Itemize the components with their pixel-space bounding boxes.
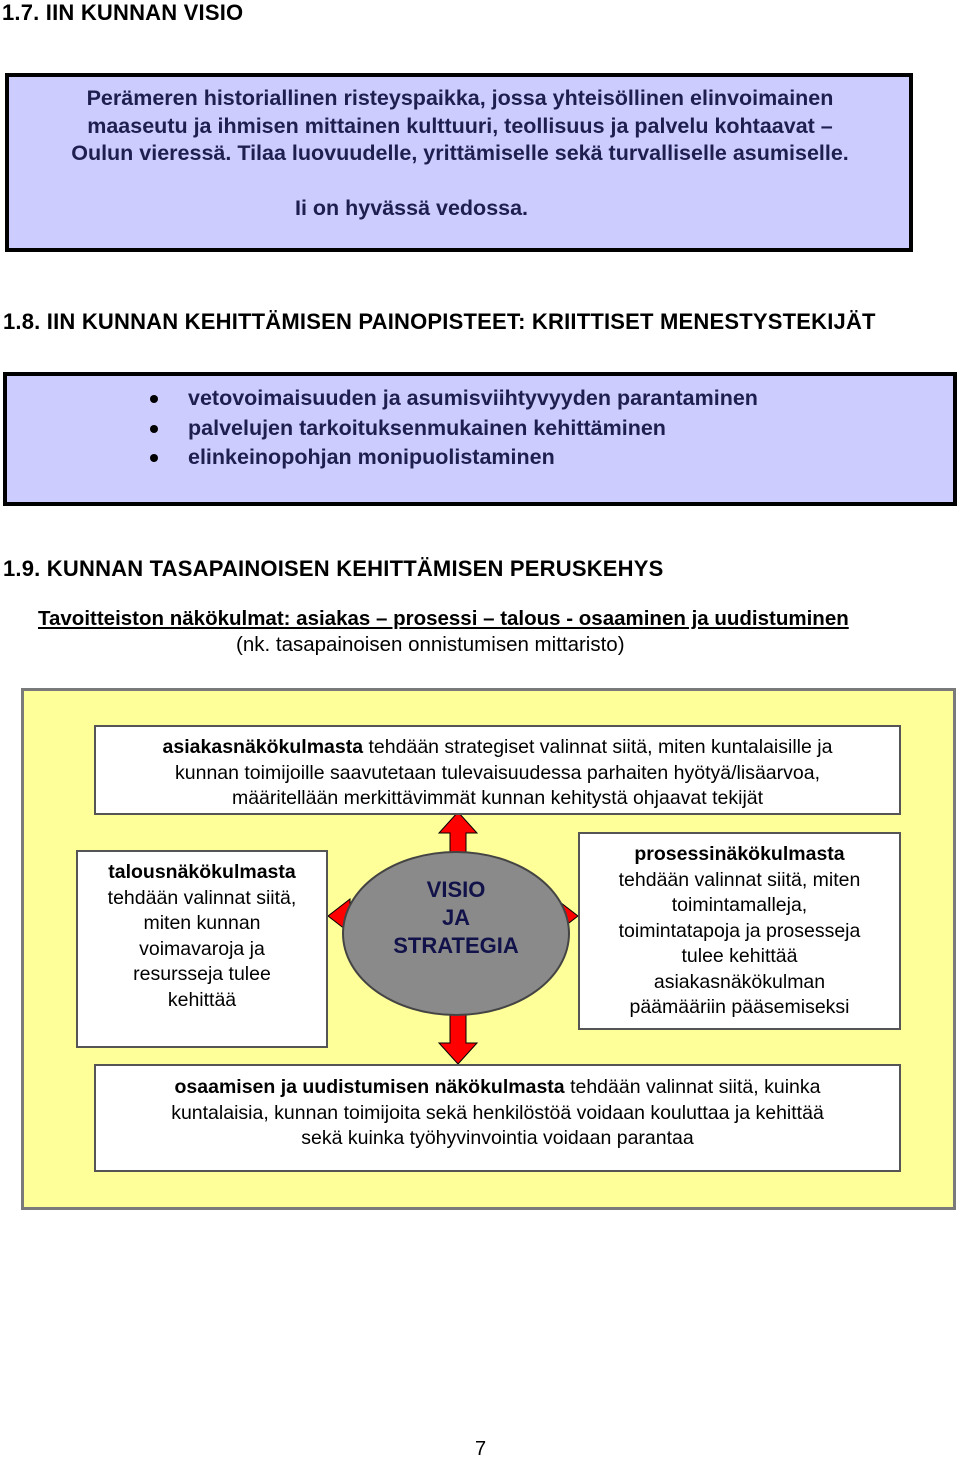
customer-perspective-box: asiakasnäkökulmasta tehdään strategiset valinnat siitä, miten kuntalaisille ja kunnan toimijoille saavutetaan tulevaisuudessa parhaiten hyötyä/lisäarvoa, määritellään merkittävimmät kunnan kehitystä ohjaavat tekijät (94, 725, 901, 815)
framework-heading: 1.9. KUNNAN TASAPAINOISEN KEHITTÄMISEN PERUSKEHYS (3, 556, 664, 581)
list-item: palvelujen tarkoituksenmukainen kehittäminen (150, 414, 758, 444)
customer-title: asiakasnäkökulmasta (162, 736, 364, 758)
page-number: 7 (475, 1438, 487, 1460)
learning-perspective-box: osaamisen ja uudistumisen näkökulmasta tehdään valinnat siitä, kuinka kuntalaisia, kunnan toimijoita sekä henkilöstöä voidaan kouluttaa ja kehittää sekä kuinka työhyvinvointia voidaan parantaa (94, 1064, 901, 1172)
finance-perspective-box: talousnäkökulmasta tehdään valinnat siitä, miten kunnan voimavaroja ja resursseja tulee kehittää (76, 850, 328, 1048)
process-perspective-box: prosessinäkökulmasta tehdään valinnat siitä, miten toimintamalleja, toimintatapoja ja prosesseja tulee kehittää asiakasnäkökulman päämääriin pääsemiseksi (578, 832, 901, 1030)
process-title: prosessinäkökulmasta (634, 843, 845, 865)
list-item: elinkeinopohjan monipuolistaminen (150, 443, 758, 473)
vision-line: Perämeren historiallinen risteyspaikka, jossa yhteisöllinen elinvoimainen (86, 86, 834, 110)
focus-heading: 1.8. IIN KUNNAN KEHITTÄMISEN PAINOPISTEET: KRIITTISET MENESTYSTEKIJÄT (3, 309, 876, 334)
finance-title: talousnäkökulmasta (108, 861, 296, 883)
vision-heading: 1.7. IIN KUNNAN VISIO (2, 0, 244, 25)
framework-subnote: (nk. tasapainoisen onnistumisen mittaristo) (236, 633, 625, 656)
framework-subtitle: Tavoitteiston näkökulmat: asiakas – prosessi – talous - osaaminen ja uudistuminen (38, 607, 849, 630)
vision-tagline: Ii on hyvässä vedossa. (295, 196, 529, 220)
vision-strategy-label: VISIO JA STRATEGIA (393, 877, 519, 958)
vision-line: maaseutu ja ihmisen mittainen kulttuuri, teollisuus ja palvelu kohtaavat – (87, 113, 833, 138)
vision-line: Oulun vieressä. Tilaa luovuudelle, yrittämiselle sekä turvalliselle asumiselle. (71, 141, 849, 165)
learning-title: osaamisen ja uudistumisen näkökulmasta (174, 1076, 565, 1098)
list-item: vetovoimaisuuden ja asumisviihtyvyyden parantaminen (150, 384, 758, 414)
